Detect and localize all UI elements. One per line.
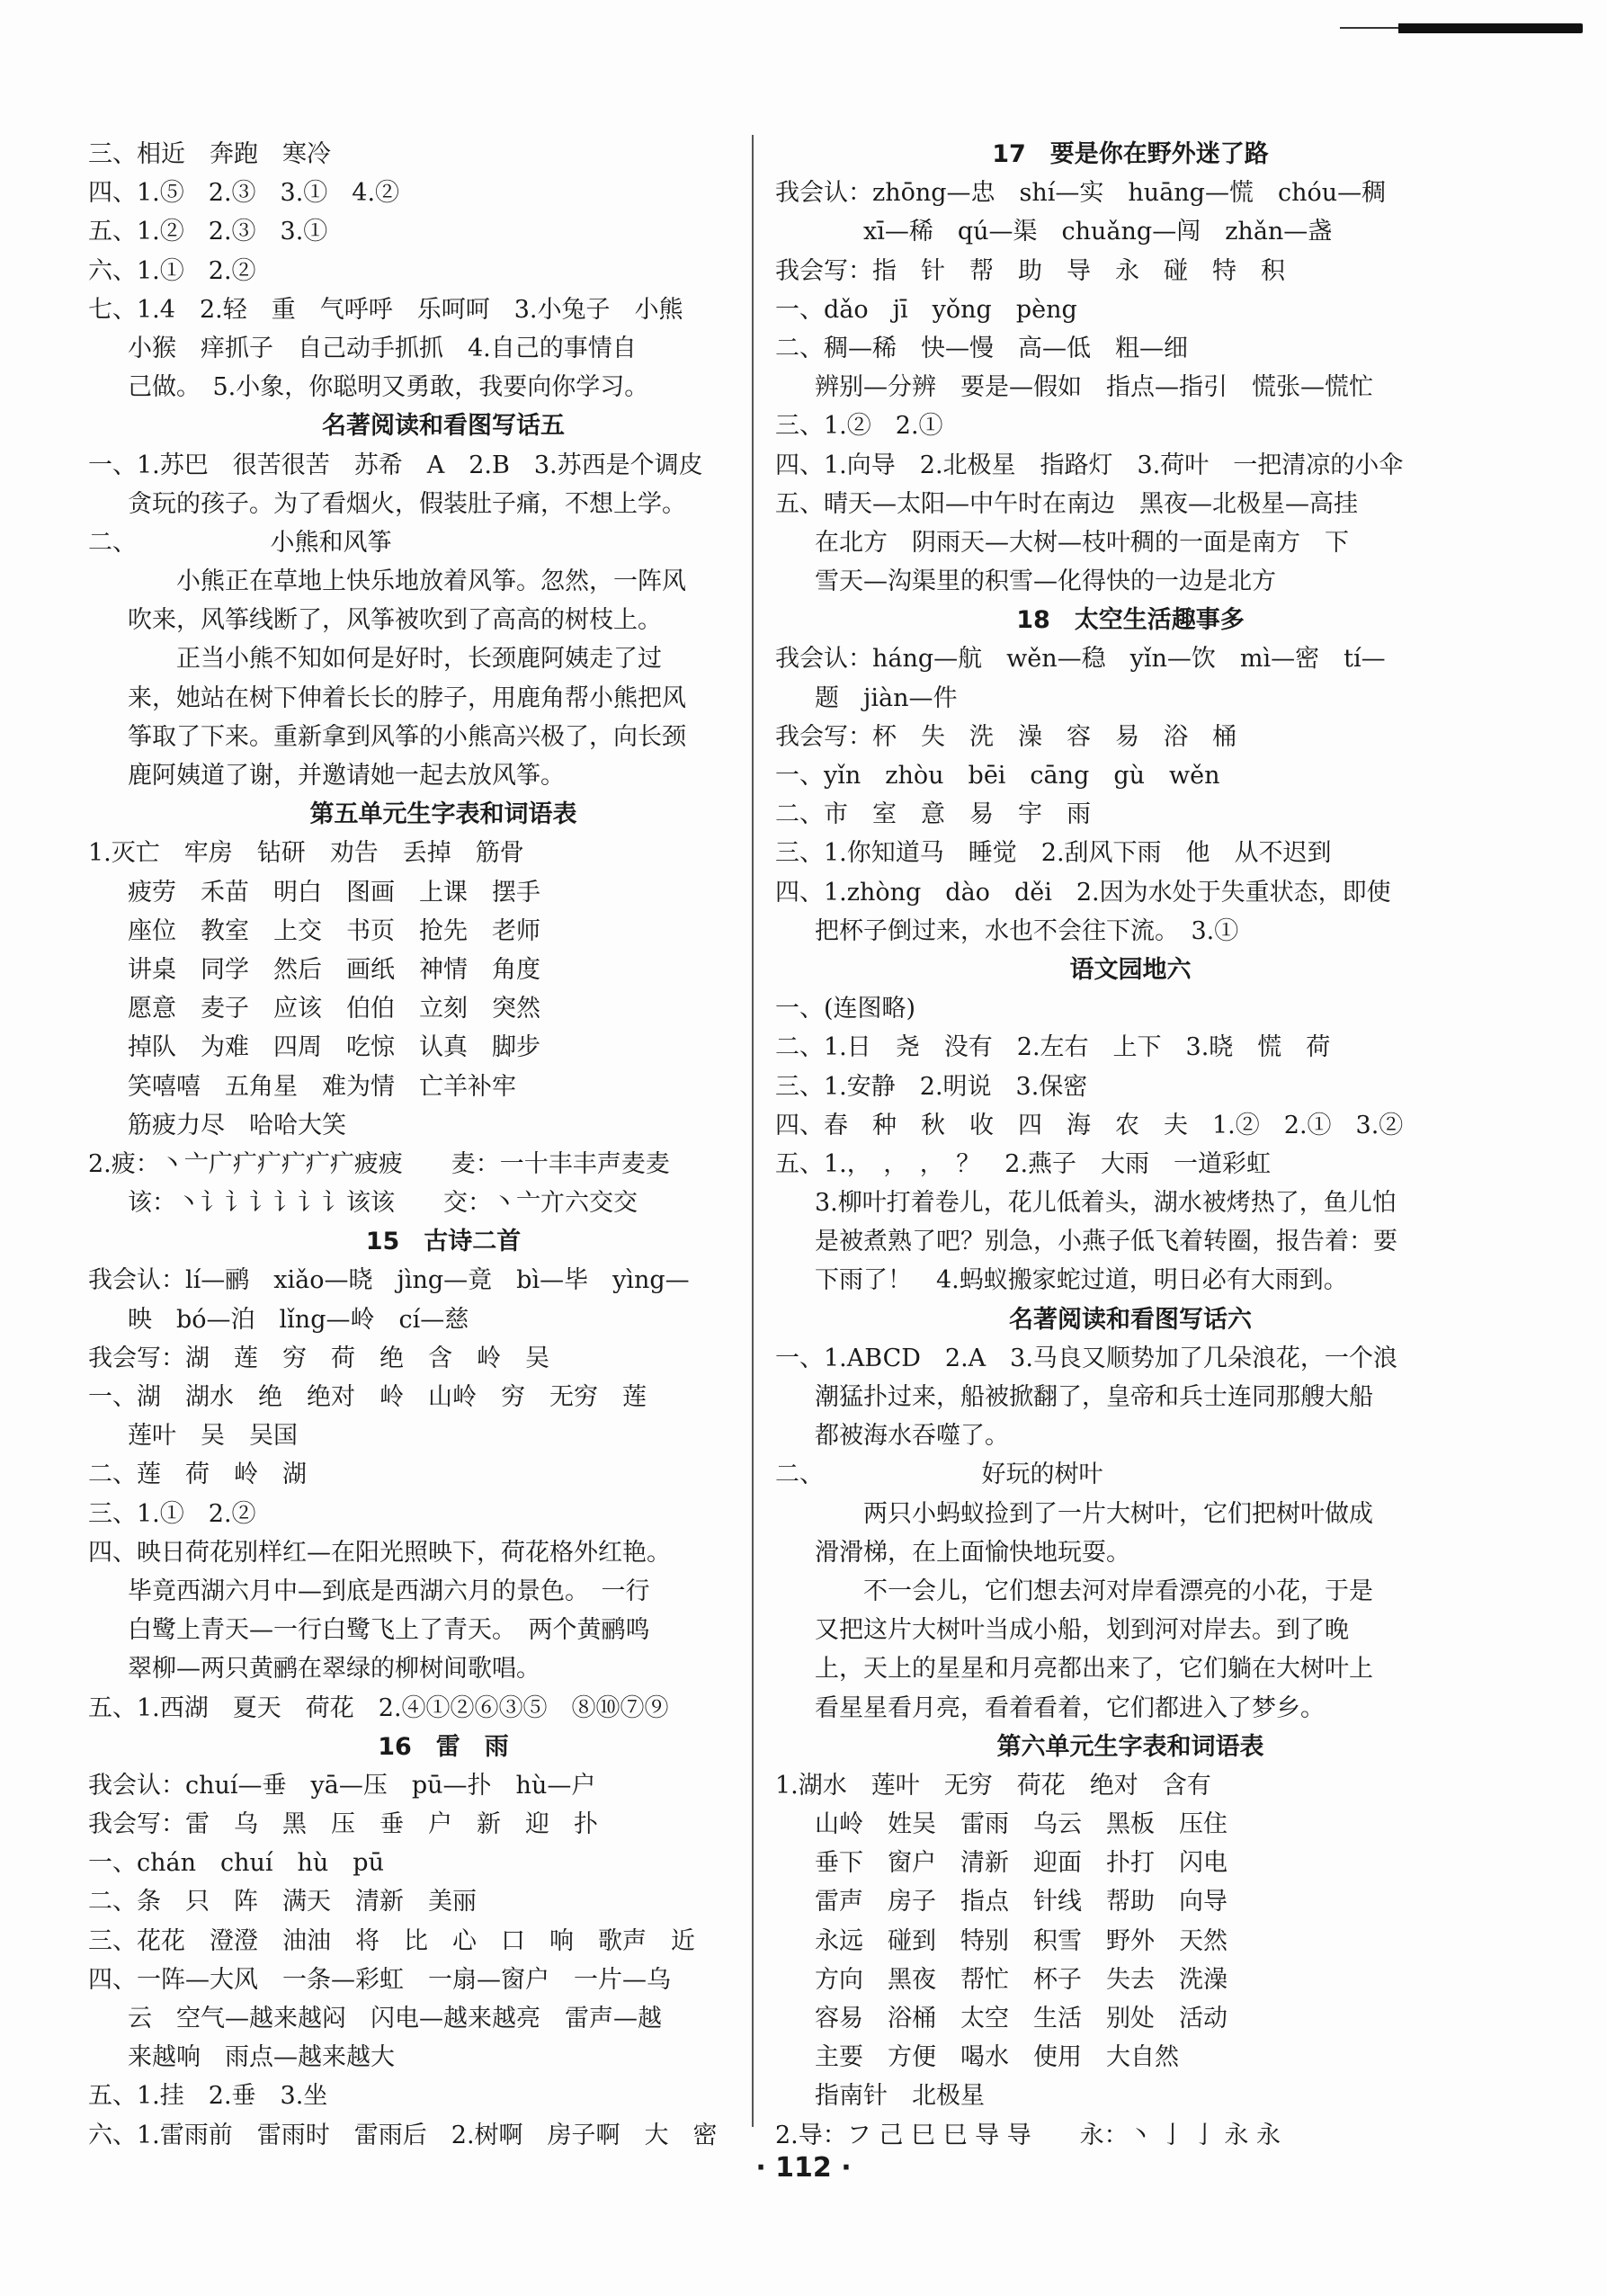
answer-line: 一、1.苏巴 很苦很苦 苏希 A 2.B 3.苏西是个调皮 <box>88 451 703 479</box>
answer-line: 两只小蚂蚁捡到了一片大树叶，它们把树叶做成 <box>863 1499 1373 1528</box>
header-bar <box>1398 23 1583 33</box>
answer-line: 上，天上的星星和月亮都出来了，它们躺在大树叶上 <box>815 1655 1373 1684</box>
answer-line: 把杯子倒过来，水也不会往下流。 3.① <box>815 916 1239 945</box>
answer-line: 三、1.你知道马 睡觉 2.刮风下雨 他 从不迟到 <box>775 839 1332 868</box>
answer-line: 二、莲 荷 岭 湖 <box>88 1461 307 1489</box>
answer-line: 又把这片大树叶当成小船，划到河对岸去。到了晚 <box>815 1616 1349 1645</box>
answer-line: 我会写：湖 莲 穷 荷 绝 含 岭 吴 <box>88 1344 549 1372</box>
answer-line: 垂下 窗户 清新 迎面 扑打 闪电 <box>815 1849 1228 1878</box>
answer-line: 二、 好玩的树叶 <box>775 1461 1103 1489</box>
answer-line: 雷声 房子 指点 针线 帮助 向导 <box>815 1888 1228 1916</box>
answer-line: 一、1.ABCD 2.A 3.马良又顺势加了几朵浪花，一个浪 <box>775 1344 1397 1372</box>
answer-line: 五、1.， ， ， ？ 2.燕子 大雨 一道彩虹 <box>775 1149 1272 1178</box>
answer-line: 不一会儿，它们想去河对岸看漂亮的小花，于是 <box>863 1577 1373 1605</box>
answer-line: 七、1.4 2.轻 重 气呼呼 乐呵呵 3.小兔子 小熊 <box>88 295 683 324</box>
answer-line: 二、稠—稀 快—慢 高—低 粗—细 <box>775 334 1188 362</box>
answer-line: 题 jiàn—件 <box>815 683 958 712</box>
answer-line: 指南针 北极星 <box>815 2082 985 2111</box>
answer-line: 永远 碰到 特别 积雪 野外 天然 <box>815 1926 1228 1955</box>
answer-line: 吹来，风筝线断了，风筝被吹到了高高的树枝上。 <box>128 606 662 635</box>
answer-line: 五、1.② 2.③ 3.① <box>88 218 328 246</box>
answer-line: 小猴 痒抓子 自己动手抓抓 4.自己的事情自 <box>128 334 637 362</box>
answer-line: 四、1.⑤ 2.③ 3.① 4.② <box>88 179 400 208</box>
answer-line: 我会写：雷 乌 黑 压 垂 户 新 迎 扑 <box>88 1810 598 1839</box>
section-title: 名著阅读和看图写话六 <box>1009 1305 1252 1334</box>
answer-line: 我会认：lí—鹂 xiǎo—晓 jìng—竟 bì—毕 yìng— <box>88 1266 690 1295</box>
answer-line: 四、春 种 秋 收 四 海 农 夫 1.② 2.① 3.② <box>775 1111 1404 1139</box>
answer-line: 是被煮熟了吧？别急，小燕子低飞着转圈，报告着：要 <box>815 1228 1397 1256</box>
answer-line: 座位 教室 上交 书页 抢先 老师 <box>128 916 540 945</box>
answer-line: 四、一阵—大风 一条—彩虹 一扇—窗户 一片—乌 <box>88 1965 671 1994</box>
answer-line: 疲劳 禾苗 明白 图画 上课 摆手 <box>128 878 540 907</box>
answer-line: 二、 小熊和风筝 <box>88 528 392 557</box>
section-title: 17 要是你在野外迷了路 <box>992 140 1269 168</box>
answer-line: 1.灭亡 牢房 钻研 劝告 丢掉 筋骨 <box>88 839 524 868</box>
section-title: 名著阅读和看图写话五 <box>322 412 565 441</box>
answer-line: 2.疲：丶亠广疒疒疒疒疒疲疲 麦：一十丰丰声麦麦 <box>88 1149 670 1178</box>
section-title: 15 古诗二首 <box>365 1228 522 1256</box>
answer-line: 小熊正在草地上快乐地放着风筝。忽然，一阵风 <box>176 567 686 596</box>
answer-line: 来，她站在树下伸着长长的脖子，用鹿角帮小熊把风 <box>128 683 686 712</box>
answer-line: 四、映日荷花别样红—在阳光照映下，荷花格外红艳。 <box>88 1538 671 1567</box>
answer-line: 云 空气—越来越闷 闪电—越来越亮 雷声—越 <box>128 2005 662 2032</box>
answer-line: 五、1.挂 2.垂 3.坐 <box>88 2082 328 2111</box>
answer-line: 容易 浴桶 太空 生活 别处 活动 <box>815 2005 1228 2032</box>
answer-line: 筋疲力尽 哈哈大笑 <box>128 1111 346 1139</box>
answer-line: 3.柳叶打着卷儿，花儿低着头，湖水被烤热了，鱼儿怕 <box>815 1189 1397 1218</box>
answer-line: 讲桌 同学 然后 画纸 神情 角度 <box>128 955 540 984</box>
answer-line: 二、市 室 意 易 宇 雨 <box>775 800 1091 829</box>
answer-line: 方向 黑夜 帮忙 杯子 失去 洗澡 <box>815 1965 1228 1994</box>
answer-line: 2.导：フ 己 巳 巳 导 导 永：丶 亅 亅 永 永 <box>775 2121 1281 2149</box>
section-title: 语文园地六 <box>1069 955 1192 984</box>
answer-line: 我会写：指 针 帮 助 导 永 碰 特 积 <box>775 256 1285 285</box>
answer-line: 白鹭上青天—一行白鹭飞上了青天。 两个黄鹂鸣 <box>128 1616 650 1645</box>
answer-line: 都被海水吞噬了。 <box>815 1422 1009 1451</box>
answer-column-right <box>775 135 1486 2155</box>
answer-line: 一、chán chuí hù pū <box>88 1849 384 1878</box>
answer-line: 六、1.① 2.② <box>88 256 256 285</box>
answer-line: 山岭 姓吴 雷雨 乌云 黑板 压住 <box>815 1810 1228 1839</box>
answer-line: 我会认：zhōng—忠 shí—实 huāng—慌 chóu—稠 <box>775 179 1387 208</box>
answer-line: 雪天—沟渠里的积雪—化得快的一边是北方 <box>815 567 1276 596</box>
answer-line: 莲叶 吴 吴国 <box>128 1422 298 1451</box>
answer-line: 愿意 麦子 应该 伯伯 立刻 突然 <box>128 995 540 1023</box>
answer-line: 一、湖 湖水 绝 绝对 岭 山岭 穷 无穷 莲 <box>88 1383 647 1411</box>
answer-line: 滑滑梯，在上面愉快地玩耍。 <box>815 1538 1130 1567</box>
answer-line: 下雨了！ 4.蚂蚁搬家蛇过道，明日必有大雨到。 <box>815 1266 1348 1295</box>
answer-line: 一、(连图略) <box>775 995 916 1023</box>
answer-line: 五、晴天—太阳—中午时在南边 黑夜—北极星—高挂 <box>775 489 1358 518</box>
section-title: 16 雷 雨 <box>378 1732 509 1761</box>
answer-line: 三、1.安静 2.明说 3.保密 <box>775 1072 1088 1101</box>
answer-line: 五、1.西湖 夏天 荷花 2.④①②⑥③⑤ ⑧⑩⑦⑨ <box>88 1693 669 1722</box>
answer-line: 笑嘻嘻 五角星 难为情 亡羊补牢 <box>128 1072 516 1101</box>
answer-line: 六、1.雷雨前 雷雨时 雷雨后 2.树啊 房子啊 大 密 <box>88 2121 718 2149</box>
answer-line: 我会认：háng—航 wěn—稳 yǐn—饮 mì—密 tí— <box>775 645 1386 674</box>
answer-line: 二、条 只 阵 满天 清新 美丽 <box>88 1888 477 1916</box>
answer-line: 三、1.② 2.① <box>775 412 943 441</box>
page-number: · 112 · <box>755 2152 852 2184</box>
answer-column-left <box>88 135 799 2155</box>
section-title: 第六单元生字表和词语表 <box>996 1732 1264 1761</box>
answer-line: 映 bó—泊 lǐng—岭 cí—慈 <box>128 1305 469 1334</box>
answer-line: 我会认：chuí—垂 yā—压 pū—扑 hù—户 <box>88 1771 596 1800</box>
answer-line: 筝取了下来。重新拿到风筝的小熊高兴极了，向长颈 <box>128 722 686 751</box>
answer-line: 一、dǎo jī yǒng pèng <box>775 295 1077 324</box>
answer-line: 鹿阿姨道了谢，并邀请她一起去放风筝。 <box>128 762 565 790</box>
answer-line: xī—稀 qú—渠 chuǎng—闯 zhǎn—盏 <box>863 218 1333 246</box>
answer-line: 翠柳—两只黄鹂在翠绿的柳树间歌唱。 <box>128 1655 540 1684</box>
section-title: 18 太空生活趣事多 <box>1016 606 1245 635</box>
section-title: 第五单元生字表和词语表 <box>309 800 577 829</box>
answer-line: 三、花花 澄澄 油油 将 比 心 口 响 歌声 近 <box>88 1926 695 1955</box>
answer-line: 三、相近 奔跑 寒冷 <box>88 140 331 168</box>
answer-line: 二、1.日 尧 没有 2.左右 上下 3.晓 慌 荷 <box>775 1033 1331 1062</box>
column-divider <box>752 135 754 2127</box>
header-rule <box>1340 27 1403 29</box>
answer-line: 四、1.zhòng dào děi 2.因为水处于失重状态，即使 <box>775 878 1391 907</box>
answer-line: 三、1.① 2.② <box>88 1499 256 1528</box>
answer-line: 辨别—分辨 要是—假如 指点—指引 慌张—慌忙 <box>815 373 1373 402</box>
answer-line: 四、1.向导 2.北极星 指路灯 3.荷叶 一把清凉的小伞 <box>775 451 1404 479</box>
answer-line: 毕竟西湖六月中—到底是西湖六月的景色。 一行 <box>128 1577 650 1605</box>
answer-line: 在北方 阴雨天—大树—枝叶稠的一面是南方 下 <box>815 528 1349 557</box>
answer-line: 贪玩的孩子。为了看烟火，假装肚子痛，不想上学。 <box>128 489 686 518</box>
answer-line: 我会写：杯 失 洗 澡 容 易 浴 桶 <box>775 722 1236 751</box>
answer-line: 掉队 为难 四周 吃惊 认真 脚步 <box>128 1033 540 1062</box>
answer-line: 1.湖水 莲叶 无穷 荷花 绝对 含有 <box>775 1771 1211 1800</box>
answer-line: 己做。 5.小象，你聪明又勇敢，我要向你学习。 <box>128 373 649 402</box>
answer-line: 潮猛扑过来，船被掀翻了，皇帝和兵士连同那艘大船 <box>815 1383 1373 1411</box>
answer-line: 主要 方便 喝水 使用 大自然 <box>815 2043 1179 2072</box>
answer-line: 来越响 雨点—越来越大 <box>128 2043 395 2072</box>
answer-line: 正当小熊不知如何是好时，长颈鹿阿姨走了过 <box>176 645 662 674</box>
answer-line: 一、yǐn zhòu bēi cāng gù wěn <box>775 762 1220 790</box>
answer-line: 看星星看月亮，看着看着，它们都进入了梦乡。 <box>815 1693 1325 1722</box>
answer-line: 该：丶讠讠讠讠讠讠该该 交：丶亠亣六交交 <box>128 1189 638 1218</box>
